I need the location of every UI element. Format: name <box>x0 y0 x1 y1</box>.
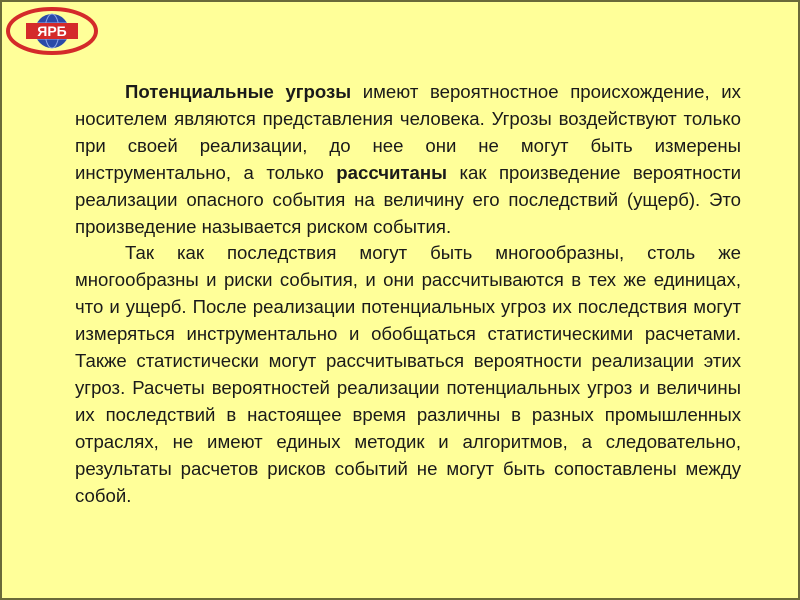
slide-body <box>75 79 741 510</box>
paragraph-text: Так как последствия могут быть многообразны, столь же многообразны и риски события, и они рассчитываются в тех же единицах, что и ущерб. После реализации потенциальных угроз их последствия могут измеряться инструментально и обобщаться статистическими расчетами. Также статистически могут рассчитываться вероятности реализации этих угроз. Расчеты вероятностей реализации потенциальных угроз и величины их последствий в настоящее время различны в разных промышленных отраслях, не имеют единых методик и алгоритмов, а следовательно, результаты расчетов рисков событий не могут быть сопоставлены между собой. <box>75 242 741 506</box>
paragraph-text: как произведение вероятности реализации опасного события на величину его последствий (ущерб). Это произведение называется риском события. <box>75 161 741 237</box>
logo <box>6 6 98 56</box>
emphasized-term: рассчитаны <box>336 161 447 183</box>
paragraph-text: имеют вероятностное происхождение, их носителем являются представления человека. Угрозы воздействуют только при своей реализации, до нее они не могут быть измерены инструментально, а только <box>75 81 741 183</box>
logo-text: ЯРБ <box>37 23 67 39</box>
logo-emblem-icon <box>6 6 98 56</box>
paragraph <box>75 79 741 240</box>
paragraph <box>75 240 741 509</box>
emphasized-term: Потенциальные угрозы <box>125 81 352 102</box>
